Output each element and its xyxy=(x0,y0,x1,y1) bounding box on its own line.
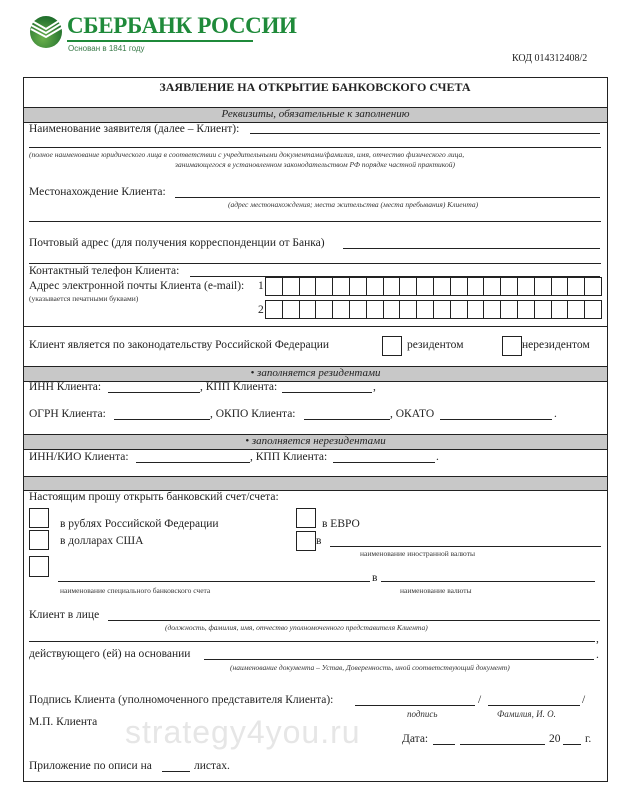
resident-checkbox[interactable] xyxy=(382,336,402,356)
email-char-box[interactable] xyxy=(265,277,283,296)
other-currency-input[interactable] xyxy=(330,546,601,547)
band-empty xyxy=(24,476,607,491)
email-char-box[interactable] xyxy=(315,300,333,319)
email-char-box[interactable] xyxy=(483,277,501,296)
attachment-sheets-input[interactable] xyxy=(162,771,190,772)
email-char-box[interactable] xyxy=(567,277,585,296)
okato-input[interactable] xyxy=(440,419,552,420)
rep-input-2[interactable] xyxy=(29,641,595,642)
signature-label: Подпись Клиента (уполномоченного представителя Клиента): xyxy=(29,694,334,706)
basis-input[interactable] xyxy=(204,659,594,660)
applicant-input-2[interactable] xyxy=(29,147,601,148)
email-label: Адрес электронной почты Клиента (e-mail): xyxy=(29,280,245,292)
eur-label: в ЕВРО xyxy=(322,518,360,530)
usd-checkbox[interactable] xyxy=(29,530,49,550)
logo-underline xyxy=(67,40,253,42)
special-currency-input[interactable] xyxy=(381,581,595,582)
email-char-box[interactable] xyxy=(282,277,300,296)
rep-label: Клиент в лице xyxy=(29,609,100,621)
special-currency-note: наименование валюты xyxy=(400,586,472,595)
applicant-label: Наименование заявителя (далее – Клиент): xyxy=(29,123,240,135)
band-required: Реквизиты, обязательные к заполнению xyxy=(24,107,607,123)
special-account-checkbox[interactable] xyxy=(29,556,49,577)
nonresident-label: нерезидентом xyxy=(522,339,590,351)
special-account-input[interactable] xyxy=(58,581,370,582)
inn-input[interactable] xyxy=(108,392,200,393)
kpp-input[interactable] xyxy=(282,392,372,393)
signature-note: подпись xyxy=(407,709,438,719)
email-char-box[interactable] xyxy=(517,300,535,319)
email-char-box[interactable] xyxy=(584,300,602,319)
special-in-label: в xyxy=(372,572,378,584)
email-char-box[interactable] xyxy=(383,277,401,296)
email-char-box[interactable] xyxy=(450,277,468,296)
email-char-box[interactable] xyxy=(299,277,317,296)
date-year-input[interactable] xyxy=(563,744,581,745)
rep-comma: , xyxy=(596,633,599,645)
email-char-box[interactable] xyxy=(282,300,300,319)
kpp2-label: , КПП Клиента: xyxy=(250,451,328,463)
nonresident-checkbox[interactable] xyxy=(502,336,522,356)
email-char-box[interactable] xyxy=(467,277,485,296)
phone-label: Контактный телефон Клиента: xyxy=(29,265,180,277)
okato-dot: . xyxy=(554,408,557,420)
location-input-2[interactable] xyxy=(29,221,601,222)
band-residents: • заполняется резидентами xyxy=(24,366,607,382)
email-char-box[interactable] xyxy=(399,277,417,296)
watermark: strategy4you.ru xyxy=(125,714,361,750)
inn-kio-label: ИНН/КИО Клиента: xyxy=(29,451,129,463)
applicant-input[interactable] xyxy=(250,133,600,134)
other-currency-label: в xyxy=(316,535,322,547)
email-char-box[interactable] xyxy=(416,277,434,296)
email-char-box[interactable] xyxy=(332,277,350,296)
location-note: (адрес местонахождения; места жительства (места пребывания) Клиента) xyxy=(228,200,479,209)
email-char-box[interactable] xyxy=(584,277,602,296)
signature-input[interactable] xyxy=(355,705,475,706)
date-label: Дата: xyxy=(402,733,429,745)
special-account-note: наименование специального банковского счета xyxy=(60,586,211,595)
email-char-box[interactable] xyxy=(383,300,401,319)
rep-input[interactable] xyxy=(108,620,600,621)
applicant-note-2: занимающегося в установленном законодательством РФ порядке частной практикой) xyxy=(175,160,455,169)
form-code: КОД 014312408/2 xyxy=(512,53,588,64)
email-char-box[interactable] xyxy=(366,300,384,319)
postal-input[interactable] xyxy=(343,248,600,249)
email-char-box[interactable] xyxy=(551,277,569,296)
email-row-1-label: 1 xyxy=(258,280,264,292)
attachment-sheets-label: листах. xyxy=(194,760,230,772)
signature-slash-1: / xyxy=(478,694,482,706)
ogrn-label: ОГРН Клиента: xyxy=(29,408,106,420)
email-char-box[interactable] xyxy=(567,300,585,319)
email-char-box[interactable] xyxy=(366,277,384,296)
email-char-box[interactable] xyxy=(315,277,333,296)
kpp2-dot: . xyxy=(436,451,439,463)
email-char-box[interactable] xyxy=(483,300,501,319)
signature-slash-2: / xyxy=(582,694,586,706)
location-label: Местонахождение Клиента: xyxy=(29,186,166,198)
inn-kio-input[interactable] xyxy=(136,462,250,463)
email-char-box[interactable] xyxy=(349,277,367,296)
ogrn-input[interactable] xyxy=(114,419,210,420)
email-char-box[interactable] xyxy=(349,300,367,319)
email-row-2-label: 2 xyxy=(258,304,264,316)
date-year-prefix: 20 xyxy=(549,733,561,745)
usd-label: в долларах США xyxy=(60,535,144,547)
kpp-comma: , xyxy=(373,381,376,393)
okato-label: , ОКАТО xyxy=(390,408,435,420)
email-char-box[interactable] xyxy=(551,300,569,319)
email-char-box[interactable] xyxy=(265,300,283,319)
status-label: Клиент является по законодательству Российской Федерации xyxy=(29,339,330,351)
postal-label: Почтовый адрес (для получения корреспонденции от Банка) xyxy=(29,237,325,249)
sberbank-logo-icon xyxy=(28,13,64,49)
stamp-label: М.П. Клиента xyxy=(29,716,98,728)
email-note: (указывается печатными буквами) xyxy=(29,294,139,303)
divider xyxy=(23,326,607,327)
email-char-box[interactable] xyxy=(416,300,434,319)
email-char-box[interactable] xyxy=(299,300,317,319)
email-char-box[interactable] xyxy=(332,300,350,319)
rub-checkbox[interactable] xyxy=(29,508,49,528)
attachment-label: Приложение по описи на xyxy=(29,760,152,772)
email-char-box[interactable] xyxy=(500,300,518,319)
basis-dot: . xyxy=(596,649,599,661)
basis-note: (наименование документа – Устав, Доверенность, иной соответствующий документ) xyxy=(230,663,510,672)
okpo-label: , ОКПО Клиента: xyxy=(210,408,296,420)
band-nonresidents: • заполняется нерезидентами xyxy=(24,434,607,450)
postal-input-2[interactable] xyxy=(29,263,601,264)
date-year-suffix: г. xyxy=(585,733,592,745)
email-char-box[interactable] xyxy=(433,277,451,296)
email-char-box[interactable] xyxy=(433,300,451,319)
signer-name-input[interactable] xyxy=(488,705,580,706)
email-char-box[interactable] xyxy=(534,277,552,296)
email-char-box[interactable] xyxy=(534,300,552,319)
email-char-box[interactable] xyxy=(450,300,468,319)
email-char-box[interactable] xyxy=(517,277,535,296)
inn-label: ИНН Клиента: xyxy=(29,381,102,393)
okpo-input[interactable] xyxy=(304,419,390,420)
email-char-box[interactable] xyxy=(500,277,518,296)
kpp-label: , КПП Клиента: xyxy=(200,381,278,393)
form-title: ЗАЯВЛЕНИЕ НА ОТКРЫТИЕ БАНКОВСКОГО СЧЕТА xyxy=(159,80,471,94)
rep-note: (должность, фамилия, имя, отчество уполномоченного представителя Клиента) xyxy=(165,623,428,632)
email-char-box[interactable] xyxy=(399,300,417,319)
email-char-box[interactable] xyxy=(467,300,485,319)
other-currency-note: наименование иностранной валюты xyxy=(360,549,476,558)
date-month-input[interactable] xyxy=(460,744,545,745)
logo-name: СБЕРБАНК РОССИИ xyxy=(67,13,297,38)
resident-label: резидентом xyxy=(407,339,464,351)
applicant-note-1: (полное наименование юридического лица в соответствии с учредительными документами/фамилия, имя, отчество физического лица, xyxy=(29,150,465,159)
eur-checkbox[interactable] xyxy=(296,508,316,528)
accounts-intro: Настоящим прошу открыть банковский счет/счета: xyxy=(29,491,279,503)
other-currency-checkbox[interactable] xyxy=(296,531,316,551)
basis-label: действующего (ей) на основании xyxy=(29,648,191,660)
signer-name-note: Фамилия, И. О. xyxy=(497,709,556,719)
form-frame xyxy=(23,77,608,782)
date-day-input[interactable] xyxy=(433,744,455,745)
location-input[interactable] xyxy=(175,197,600,198)
kpp2-input[interactable] xyxy=(333,462,435,463)
rub-label: в рублях Российской Федерации xyxy=(60,518,219,530)
logo-tagline: Основан в 1841 году xyxy=(68,44,145,53)
